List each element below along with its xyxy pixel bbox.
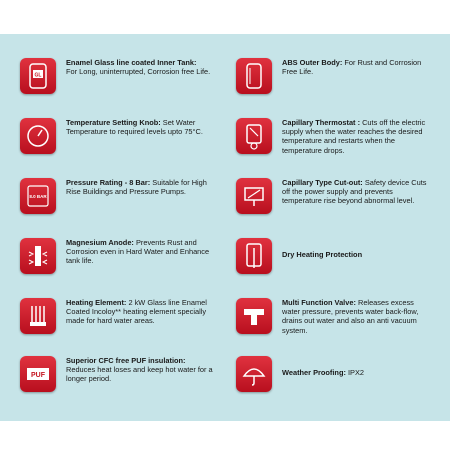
inner-tank-icon: [20, 58, 56, 94]
feature-desc: For Long, uninterrupted, Corrosion free Life.: [66, 67, 211, 77]
feature-title: Weather Proofing:: [282, 368, 346, 377]
feature-desc: Cuts off the electric supply when the water reaches the desired temperature and restarts when the temperature drops.: [282, 118, 426, 155]
feature-title: Capillary Thermostat :: [282, 118, 361, 127]
feature-desc: Reduces heat loses and keep hot water for a longer period.: [66, 365, 213, 384]
feature-title: ABS Outer Body:: [282, 58, 343, 67]
feature-desc: Set Water Temperature to required levels upto 75°C.: [66, 118, 203, 137]
feature-title: Temperature Setting Knob:: [66, 118, 161, 127]
outer-body-icon: [236, 58, 272, 94]
umbrella-icon: [236, 356, 272, 392]
thermostat-icon: [236, 118, 272, 154]
features-panel: [0, 34, 450, 421]
dry-heating-icon: [236, 238, 272, 274]
heating-element-icon: [20, 298, 56, 334]
feature-title: Dry Heating Protection: [282, 250, 363, 259]
knob-icon: [20, 118, 56, 154]
feature-puf: [20, 356, 220, 392]
feature-title: Multi Function Valve:: [282, 298, 356, 307]
feature-title: Enamel Glass line coated Inner Tank:: [66, 58, 197, 67]
feature-dry-heating: [236, 238, 436, 274]
feature-heating-element: [20, 298, 220, 334]
feature-desc: Releases excess water pressure, prevents water back-flow, drains out water and also an anti vacuum system.: [282, 298, 419, 335]
feature-valve: [236, 298, 436, 335]
pressure-icon-label: 8.0 BAR: [29, 194, 47, 199]
feature-desc: Suitable for High Rise Buildings and Pressure Pumps.: [66, 178, 207, 197]
feature-title: Superior CFC free PUF insulation:: [66, 356, 186, 365]
feature-pressure: [20, 178, 220, 214]
feature-title: Pressure Rating - 8 Bar:: [66, 178, 151, 187]
feature-thermostat: [236, 118, 436, 155]
feature-weather-proofing: [236, 356, 436, 392]
inner-tank-icon-label: GL: [34, 72, 42, 79]
feature-title: Capillary Type Cut-out:: [282, 178, 363, 187]
pressure-icon: [20, 178, 56, 214]
feature-outer-body: [236, 58, 436, 94]
cutout-icon: [236, 178, 272, 214]
valve-icon: [236, 298, 272, 334]
feature-cutout: [236, 178, 436, 214]
feature-desc: IPX2: [347, 368, 365, 377]
feature-inner-tank: [20, 58, 220, 94]
feature-title: Heating Element:: [66, 298, 127, 307]
feature-title: Magnesium Anode:: [66, 238, 134, 247]
feature-desc: Safety device Cuts off the power supply and prevents temperature rise beyond abnormal level.: [282, 178, 427, 206]
feature-knob: [20, 118, 220, 154]
puf-icon-label: PUF: [31, 372, 45, 379]
feature-desc: For Rust and Corrosion Free Life.: [282, 58, 422, 77]
feature-desc: Prevents Rust and Corrosion even in Hard Water and Enhance tank life.: [66, 238, 210, 266]
feature-anode: [20, 238, 220, 274]
anode-icon: [20, 238, 56, 274]
feature-desc: 2 kW Glass line Enamel Coated Incoloy** heating element specially made for hard water areas.: [66, 298, 207, 326]
puf-icon: [20, 356, 56, 392]
